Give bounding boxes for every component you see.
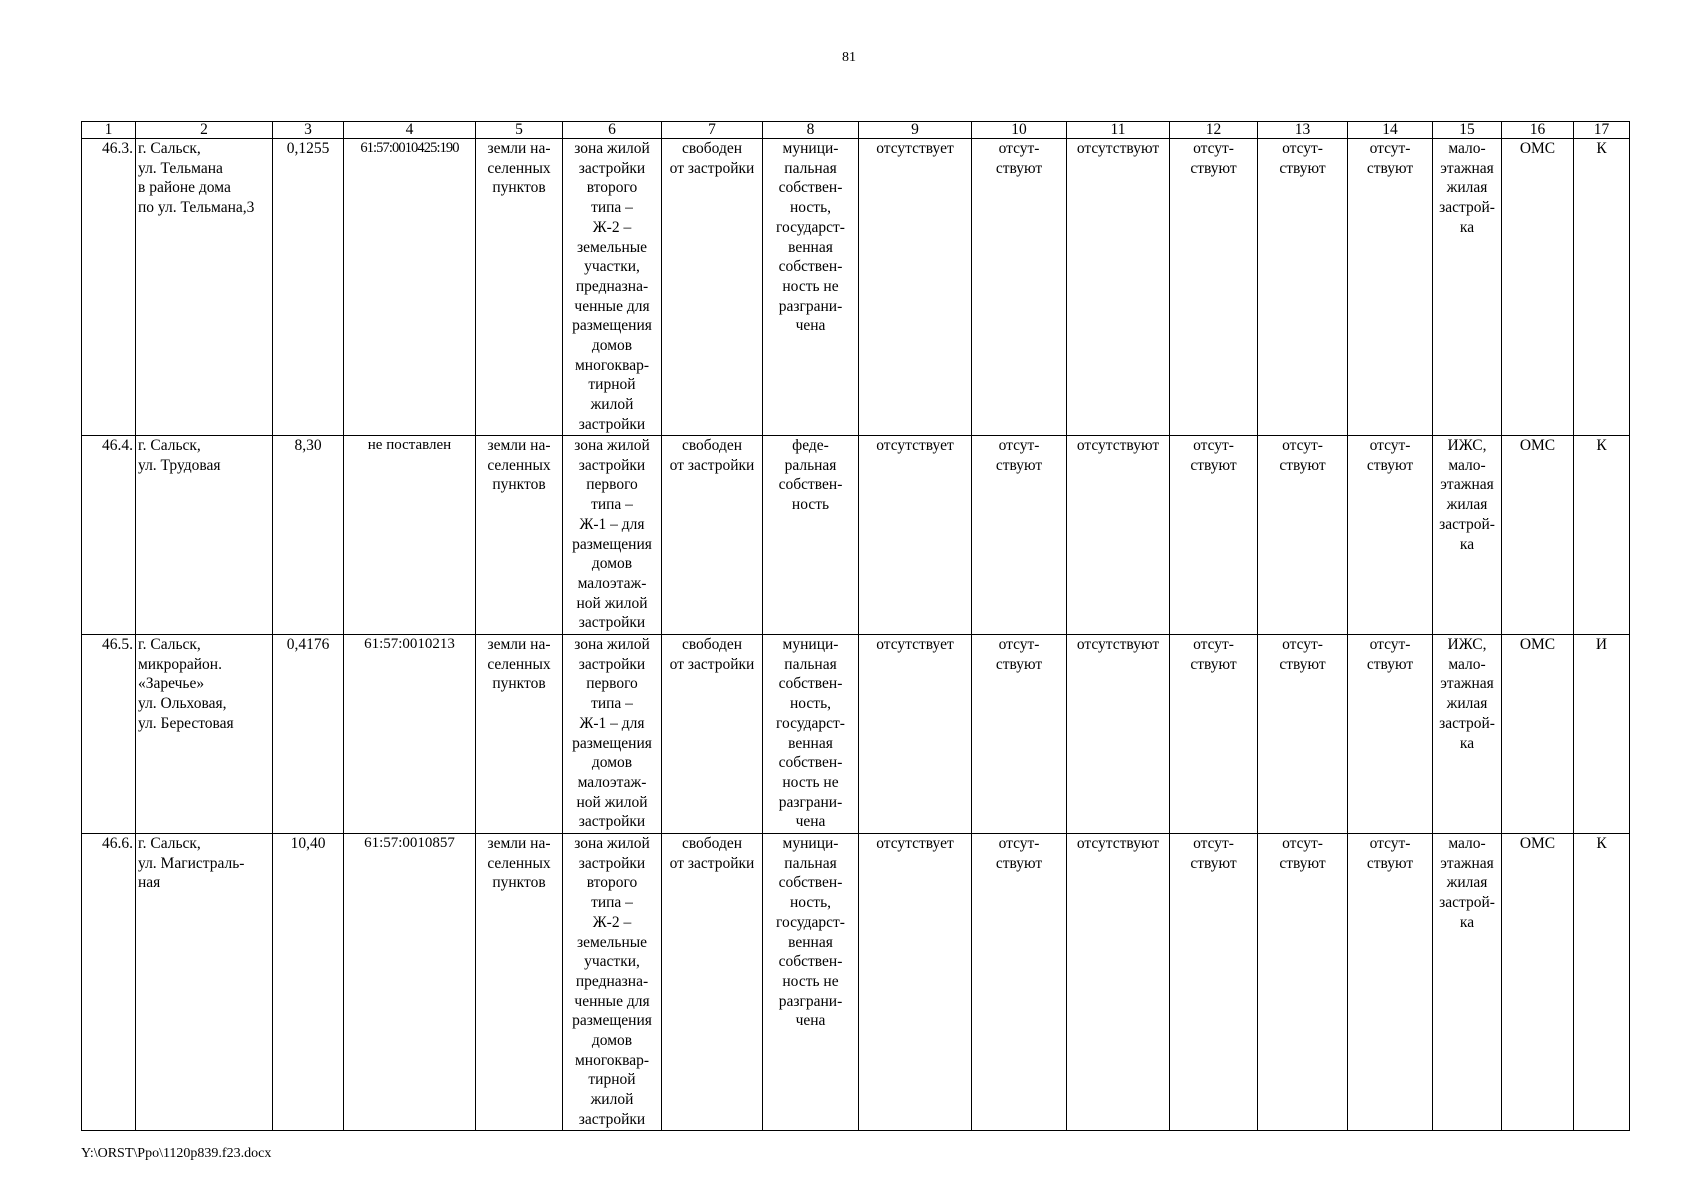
cell-text: зона жилой застройки первого типа – Ж-1 – для размещения домов малоэтаж- ной жилой застройки	[572, 636, 652, 831]
cell-permitted-use	[1433, 834, 1502, 1131]
cell-text: муници- пальная собствен- ность, государст- венная собствен- ность не разграни- чена	[776, 140, 845, 335]
cell-item-number	[82, 635, 136, 834]
cell-text: земли на- селенных пунктов	[487, 835, 551, 892]
cell-encumbrance	[859, 436, 972, 635]
cell-text: отсут- ствуют	[1279, 140, 1326, 177]
cell-restrictions	[972, 436, 1067, 635]
cell-encumbrance	[859, 635, 972, 834]
cell-text: муници- пальная собствен- ность, государст- венная собствен- ность не разграни- чена	[776, 636, 845, 831]
cell-text: 46.4.	[102, 437, 133, 454]
cell-text: отсутствует	[876, 835, 954, 852]
cell-text: ИЖС, мало- этажная жилая застрой- ка	[1439, 636, 1495, 752]
cell-text: отсут- ствуют	[1366, 835, 1414, 872]
cell-utilities-a	[1170, 834, 1258, 1131]
cell-cadastral-number	[344, 139, 476, 436]
cell-text: К	[1596, 437, 1607, 454]
cell-cadastral-number	[344, 635, 476, 834]
cell-utilities-a	[1170, 139, 1258, 436]
column-header-4: 4	[344, 122, 476, 139]
cell-easements	[1067, 834, 1170, 1131]
cell-cadastral-number	[344, 436, 476, 635]
cell-utilities-a	[1170, 436, 1258, 635]
cell-building-status	[662, 139, 763, 436]
cell-zone	[563, 436, 662, 635]
cell-text: отсутствует	[876, 636, 954, 653]
cell-address	[136, 635, 273, 834]
column-header-7: 7	[662, 122, 763, 139]
cell-permitted-use	[1433, 436, 1502, 635]
cell-text: отсут- ствуют	[1190, 140, 1237, 177]
cell-text: отсут- ствуют	[1190, 437, 1237, 474]
cell-encumbrance	[859, 139, 972, 436]
cell-item-number	[82, 139, 136, 436]
cell-easements	[1067, 139, 1170, 436]
cell-text: отсут- ствуют	[1279, 835, 1326, 872]
cell-text: 0,1255	[286, 140, 330, 157]
cell-text: земли на- селенных пунктов	[487, 437, 551, 494]
cell-text: отсут- ствуют	[995, 140, 1043, 177]
cell-zone	[563, 834, 662, 1131]
cell-text: мало- этажная жилая застрой- ка	[1439, 140, 1495, 236]
cell-text: г. Сальск, ул. Магистраль- ная	[138, 835, 245, 892]
cell-encumbrance	[859, 834, 972, 1131]
cell-text: г. Сальск, ул. Трудовая	[138, 437, 221, 474]
column-header-12: 12	[1170, 122, 1258, 139]
cell-text: отсут- ствуют	[1366, 140, 1414, 177]
cell-text: 46.5.	[102, 636, 133, 653]
cell-land-category	[476, 436, 563, 635]
cell-text: земли на- селенных пунктов	[487, 140, 551, 197]
cell-category-code	[1574, 834, 1630, 1131]
table-row	[82, 834, 1630, 1131]
column-header-8: 8	[763, 122, 859, 139]
table-row	[82, 436, 1630, 635]
cell-land-category	[476, 139, 563, 436]
cell-text: отсут- ствуют	[1366, 636, 1414, 673]
cell-zone	[563, 635, 662, 834]
cell-text: ОМС	[1519, 636, 1556, 653]
cell-area	[273, 834, 344, 1131]
column-header-2: 2	[136, 122, 273, 139]
column-header-3: 3	[273, 122, 344, 139]
footer-file-path: Y:\ORST\Ppo\1120p839.f23.docx	[81, 1146, 272, 1161]
cell-text: отсутствуют	[1076, 437, 1160, 454]
cell-text: И	[1595, 636, 1608, 653]
cell-category-code	[1574, 436, 1630, 635]
cell-text: 46.6.	[102, 835, 133, 852]
cell-text: не поставлен	[367, 437, 452, 453]
cell-easements	[1067, 436, 1170, 635]
cell-category-code	[1574, 635, 1630, 834]
column-header-14: 14	[1348, 122, 1433, 139]
cell-address	[136, 834, 273, 1131]
column-header-11: 11	[1067, 122, 1170, 139]
cell-building-status	[662, 834, 763, 1131]
cell-building-status	[662, 436, 763, 635]
cell-permitted-use	[1433, 139, 1502, 436]
cell-area	[273, 139, 344, 436]
cell-text: отсутствуют	[1076, 636, 1160, 653]
cell-text: свободен от застройки	[669, 437, 755, 474]
cell-text: свободен от застройки	[669, 636, 755, 673]
header-row	[82, 122, 1630, 139]
column-header-13: 13	[1258, 122, 1348, 139]
cell-restrictions	[972, 139, 1067, 436]
cell-authority	[1502, 436, 1574, 635]
cell-land-category	[476, 834, 563, 1131]
cell-text: К	[1596, 835, 1607, 852]
cell-text: муници- пальная собствен- ность, государст- венная собствен- ность не разграни- чена	[776, 835, 845, 1030]
cell-text: ОМС	[1519, 140, 1556, 157]
cell-text: отсутствуют	[1076, 835, 1160, 852]
cell-text: 0,4176	[286, 636, 330, 653]
cell-text: отсут- ствуют	[1279, 636, 1326, 673]
cell-text: К	[1596, 140, 1607, 157]
column-header-15: 15	[1433, 122, 1502, 139]
cell-text: 61:57:0010857	[364, 835, 455, 851]
cell-text: отсут- ствуют	[1190, 636, 1237, 673]
cell-restrictions	[972, 834, 1067, 1131]
cell-text: мало- этажная жилая застрой- ка	[1439, 835, 1495, 931]
cell-text: отсут- ствуют	[1279, 437, 1326, 474]
cell-ownership	[763, 834, 859, 1131]
column-header-16: 16	[1502, 122, 1574, 139]
column-header-5: 5	[476, 122, 563, 139]
cell-text: 8,30	[294, 437, 322, 454]
cell-utilities-c	[1348, 635, 1433, 834]
cell-text: ОМС	[1519, 835, 1556, 852]
column-header-10: 10	[972, 122, 1067, 139]
cell-permitted-use	[1433, 635, 1502, 834]
cell-text: отсут- ствуют	[995, 437, 1043, 474]
cell-text: отсутствует	[876, 437, 954, 454]
cell-address	[136, 436, 273, 635]
column-header-6: 6	[563, 122, 662, 139]
cell-text: 10,40	[290, 835, 326, 852]
cell-utilities-b	[1258, 834, 1348, 1131]
cell-text: зона жилой застройки второго типа – Ж-2 – земельные участки, предназна- ченные для размещения домов многоквар- тирной жилой застройки	[572, 835, 652, 1128]
cell-text: ИЖС, мало- этажная жилая застрой- ка	[1439, 437, 1495, 553]
cell-ownership	[763, 436, 859, 635]
cell-authority	[1502, 834, 1574, 1131]
cell-area	[273, 635, 344, 834]
cell-text: г. Сальск, ул. Тельмана в районе дома по ул. Тельмана,3	[138, 140, 255, 217]
table-body	[82, 139, 1630, 1131]
cell-text: земли на- селенных пунктов	[487, 636, 551, 693]
column-header-9: 9	[859, 122, 972, 139]
cell-text: ОМС	[1519, 437, 1556, 454]
cell-ownership	[763, 139, 859, 436]
cell-land-category	[476, 635, 563, 834]
cell-text: свободен от застройки	[669, 835, 755, 872]
cell-building-status	[662, 635, 763, 834]
cell-text: 61:57:0010425:190	[360, 140, 459, 156]
cell-text: отсутствует	[876, 140, 954, 157]
cell-easements	[1067, 635, 1170, 834]
cell-item-number	[82, 834, 136, 1131]
cell-text: зона жилой застройки второго типа – Ж-2 – земельные участки, предназна- ченные для размещения домов многоквар- тирной жилой застройки	[572, 140, 652, 433]
cell-text: г. Сальск, микрорайон. «Заречье» ул. Ольховая, ул. Берестовая	[138, 636, 234, 732]
cell-text: отсут- ствуют	[995, 835, 1043, 872]
column-header-1: 1	[82, 122, 136, 139]
cell-restrictions	[972, 635, 1067, 834]
cell-text: зона жилой застройки первого типа – Ж-1 – для размещения домов малоэтаж- ной жилой застройки	[572, 437, 652, 632]
table-row	[82, 139, 1630, 436]
cell-utilities-c	[1348, 436, 1433, 635]
cell-utilities-b	[1258, 139, 1348, 436]
cell-text: 46.3.	[102, 140, 133, 157]
column-header-17: 17	[1574, 122, 1630, 139]
cell-utilities-c	[1348, 834, 1433, 1131]
cell-text: свободен от застройки	[669, 140, 755, 177]
cell-text: отсут- ствуют	[995, 636, 1043, 673]
cell-address	[136, 139, 273, 436]
land-plots-table	[81, 121, 1630, 1131]
cell-text: отсутствуют	[1076, 140, 1160, 157]
cell-item-number	[82, 436, 136, 635]
cell-area	[273, 436, 344, 635]
table-row	[82, 635, 1630, 834]
cell-cadastral-number	[344, 834, 476, 1131]
cell-zone	[563, 139, 662, 436]
cell-authority	[1502, 139, 1574, 436]
cell-utilities-b	[1258, 635, 1348, 834]
cell-text: отсут- ствуют	[1366, 437, 1414, 474]
cell-authority	[1502, 635, 1574, 834]
page-number: 81	[842, 50, 856, 65]
cell-text: отсут- ствуют	[1190, 835, 1237, 872]
cell-text: феде- ральная собствен- ность	[778, 437, 843, 514]
cell-utilities-c	[1348, 139, 1433, 436]
cell-utilities-b	[1258, 436, 1348, 635]
cell-text: 61:57:0010213	[364, 636, 455, 652]
cell-category-code	[1574, 139, 1630, 436]
cell-ownership	[763, 635, 859, 834]
cell-utilities-a	[1170, 635, 1258, 834]
